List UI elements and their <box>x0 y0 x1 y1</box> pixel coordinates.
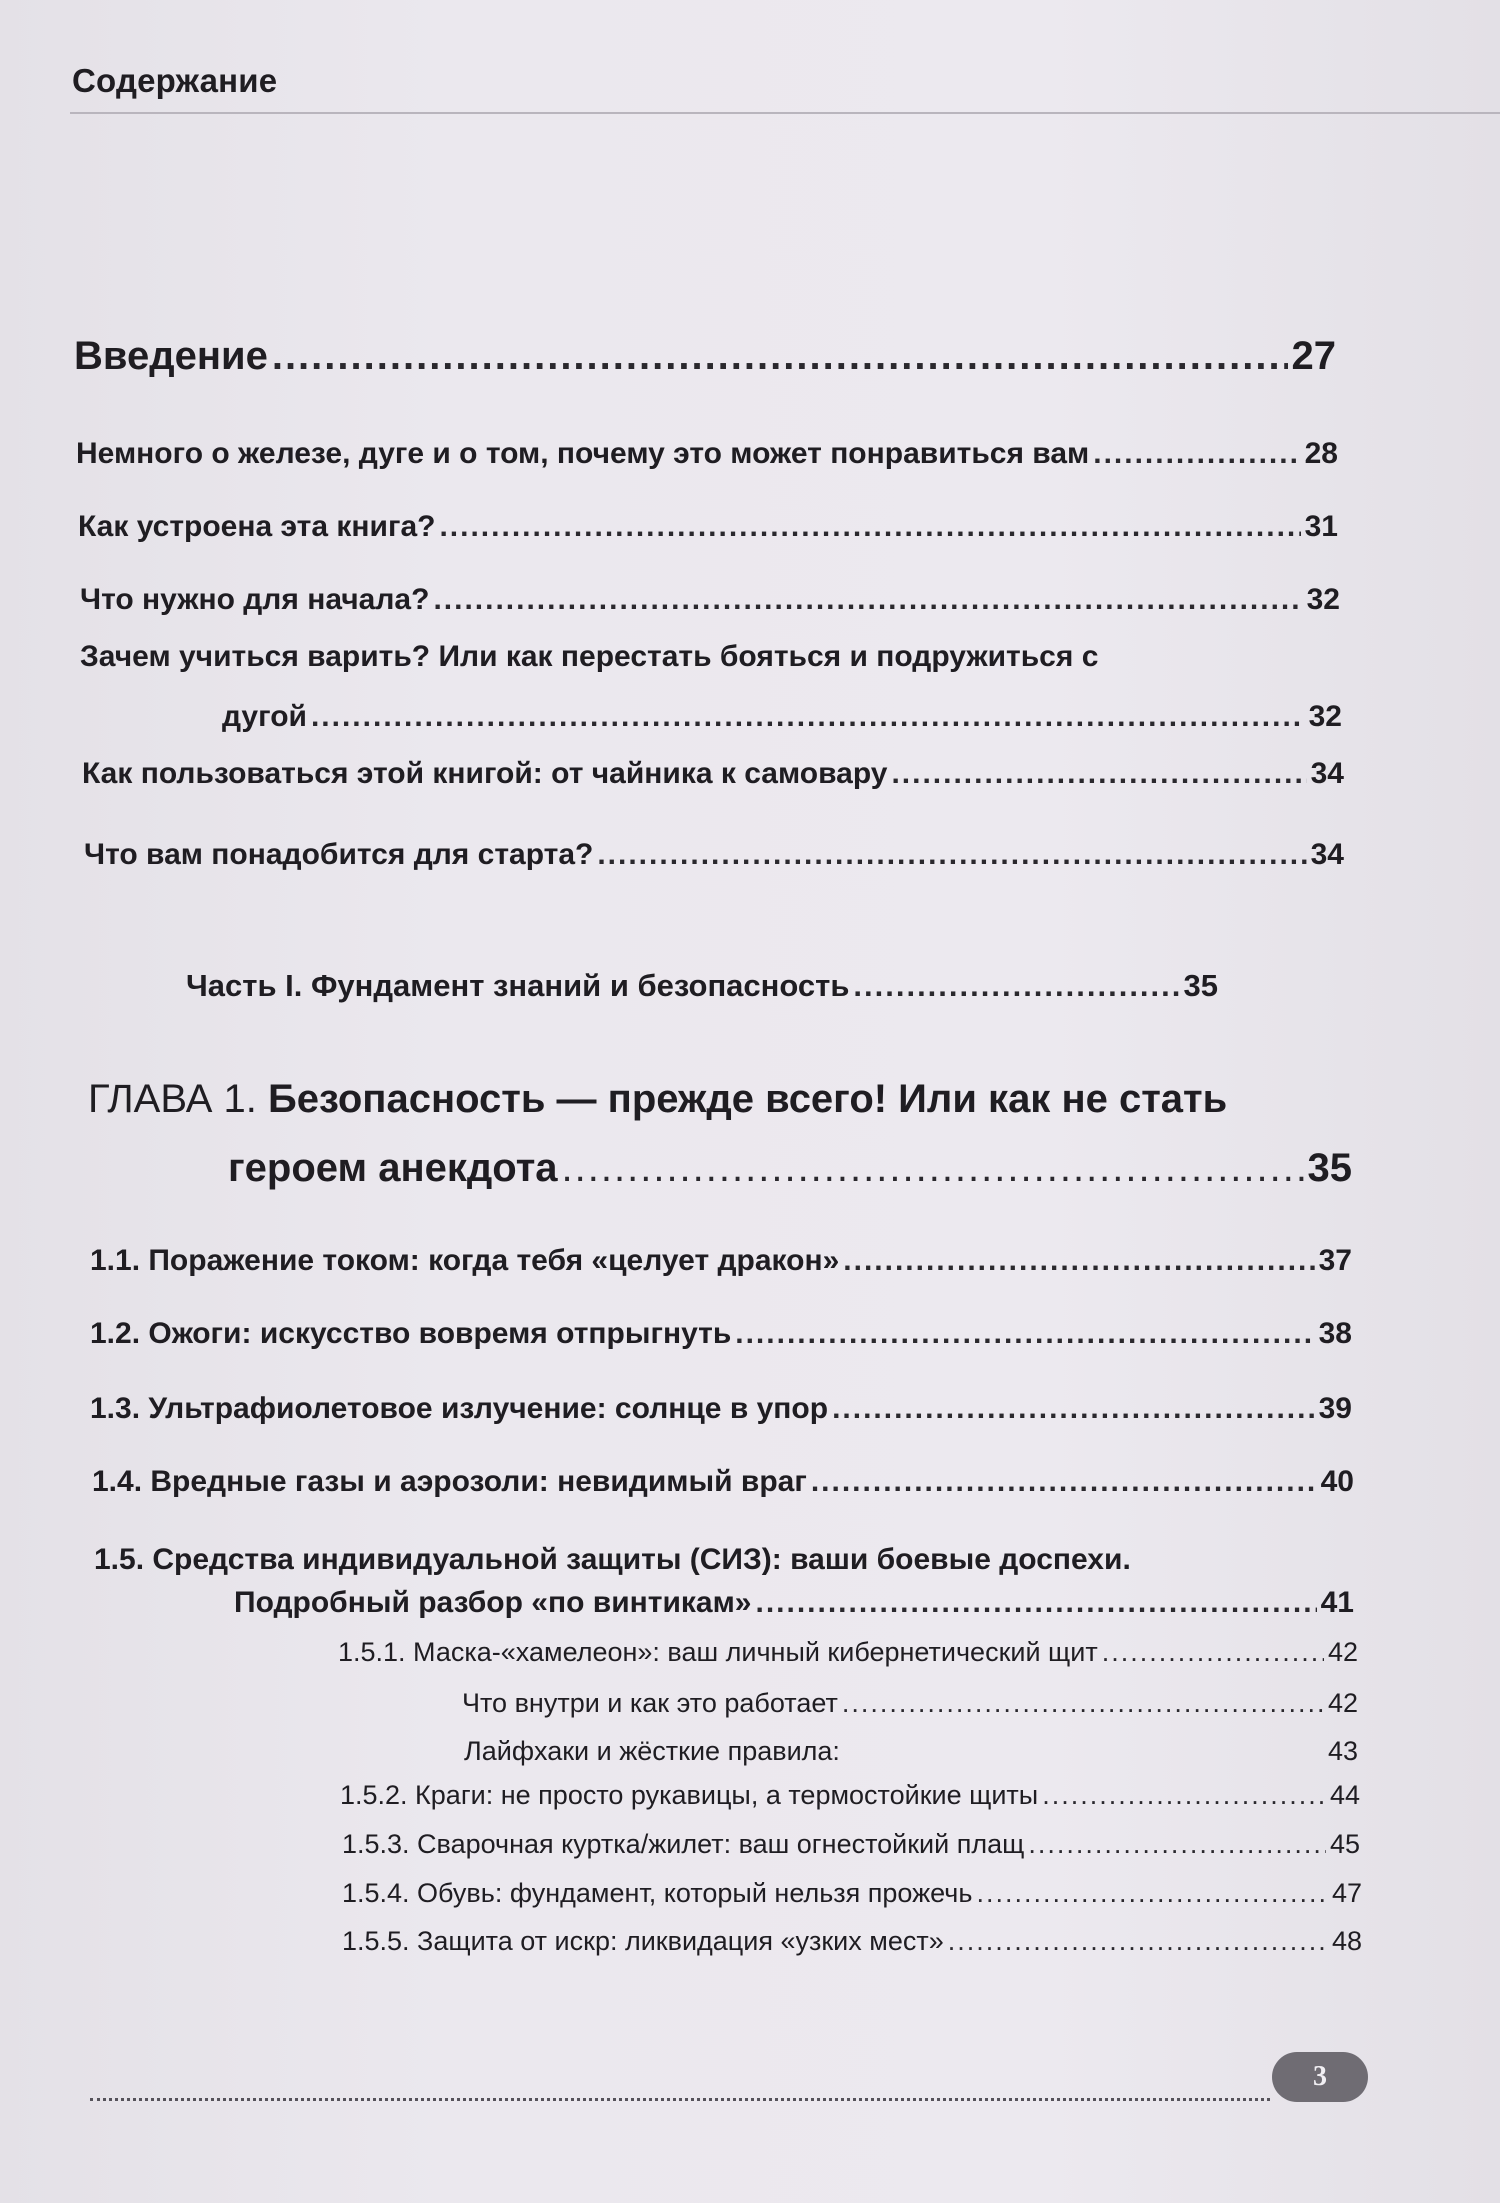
leader-dots <box>433 583 1302 617</box>
toc-entry-chapter-continuation[interactable] <box>228 1146 1352 1191</box>
leader-dots <box>562 1146 1304 1191</box>
toc-entry-label: 1.5.1. Маска-«хамелеон»: ваш личный кибернетический щит <box>338 1637 1098 1667</box>
header-divider <box>70 112 1500 114</box>
toc-entry-section[interactable] <box>90 1392 1352 1426</box>
leader-dots <box>1093 437 1300 471</box>
toc-entry-label: 1.4. Вредные газы и аэрозоли: невидимый враг <box>92 1465 807 1498</box>
toc-entry-label: Что нужно для начала? <box>80 583 430 616</box>
leader-dots <box>832 1392 1315 1426</box>
running-header-title: Содержание <box>72 62 278 99</box>
toc-page-number: 35 <box>1307 1146 1352 1190</box>
toc-entry-section-first-line[interactable]: 1.5. Средства индивидуальной защиты (СИЗ): ваши боевые доспехи. <box>94 1543 1131 1576</box>
leader-dots <box>1028 1829 1326 1860</box>
page-number-badge: 3 <box>1272 2052 1368 2102</box>
toc-page-number: 42 <box>1327 1637 1358 1667</box>
toc-page-number: 28 <box>1304 437 1338 470</box>
toc-page-number: 34 <box>1310 757 1344 790</box>
leader-dots <box>597 838 1306 872</box>
toc-page-number: 38 <box>1318 1317 1352 1350</box>
toc-page-number: 32 <box>1306 583 1340 616</box>
toc-page-number: 41 <box>1320 1586 1354 1619</box>
toc-entry-label: Часть I. Фундамент знаний и безопасность <box>186 968 850 1003</box>
toc-entry-label: героем анекдота <box>228 1146 558 1190</box>
toc-page-number: 39 <box>1318 1392 1352 1425</box>
toc-entry-label: 1.5.2. Краги: не просто рукавицы, а термостойкие щиты <box>340 1780 1039 1810</box>
toc-page-number: 44 <box>1329 1780 1360 1810</box>
toc-entry-label: Подробный разбор «по винтикам» <box>234 1586 752 1619</box>
toc-entry-subsection[interactable] <box>342 1926 1362 1957</box>
toc-entry-subsection[interactable] <box>342 1829 1360 1860</box>
toc-entry-label: Введение <box>74 334 268 378</box>
toc-entry-continuation[interactable] <box>222 700 1342 734</box>
toc-entry-label: 1.5.5. Защита от искр: ликвидация «узких мест» <box>342 1926 944 1956</box>
leader-dots <box>755 1586 1316 1620</box>
chapter-title: Безопасность — прежде всего! Или как не стать <box>267 1077 1228 1121</box>
toc-entry-intro[interactable] <box>74 334 1336 379</box>
toc-entry-section[interactable] <box>92 1465 1354 1499</box>
toc-page-number: 40 <box>1320 1465 1354 1498</box>
toc-entry[interactable] <box>76 437 1338 471</box>
toc-page-number: 43 <box>1327 1736 1358 1766</box>
toc-entry-label: 1.1. Поражение током: когда тебя «целует дракон» <box>90 1244 840 1277</box>
leader-dots <box>1102 1637 1324 1668</box>
toc-entry-label: Как пользоваться этой книгой: от чайника к самовару <box>82 757 888 790</box>
leader-dots <box>842 1688 1324 1719</box>
toc-entry-label: Что внутри и как это работает <box>462 1688 838 1718</box>
toc-entry-label: 1.5.3. Сварочная куртка/жилет: ваш огнестойкий плащ <box>342 1829 1025 1859</box>
leader-dots <box>976 1878 1328 1909</box>
toc-page-number: 42 <box>1327 1688 1358 1718</box>
leader-dots <box>811 1465 1317 1499</box>
toc-page-number: 45 <box>1329 1829 1360 1859</box>
toc-entry-subsection[interactable] <box>338 1637 1358 1668</box>
leader-dots <box>439 510 1300 544</box>
toc-entry-section[interactable] <box>90 1244 1352 1278</box>
toc-entry-label: Немного о железе, дуге и о том, почему это может понравиться вам <box>76 437 1090 470</box>
toc-page-number: 34 <box>1310 838 1344 871</box>
toc-entry[interactable] <box>84 838 1344 872</box>
toc-entry-label: Лайфхаки и жёсткие правила: <box>464 1736 840 1766</box>
toc-page-number: 27 <box>1291 334 1336 378</box>
toc-entry[interactable] <box>82 757 1344 791</box>
chapter-prefix: ГЛАВА 1. <box>88 1077 257 1121</box>
toc-entry-section-continuation[interactable] <box>234 1586 1354 1620</box>
toc-entry-first-line[interactable]: Зачем учиться варить? Или как перестать бояться и подружиться с <box>80 640 1099 673</box>
toc-entry-chapter-first-line[interactable] <box>88 1077 1227 1122</box>
toc-entry-label: 1.3. Ультрафиолетовое излучение: солнце в упор <box>90 1392 829 1425</box>
leader-dots <box>1042 1780 1326 1811</box>
toc-entry-part[interactable] <box>186 968 1218 1004</box>
toc-entry-label: Как устроена эта книга? <box>78 510 436 543</box>
toc-page-number: 47 <box>1331 1878 1362 1908</box>
footer-dotted-rule <box>90 2098 1270 2101</box>
leader-dots <box>843 1244 1314 1278</box>
toc-entry-label: 1.2. Ожоги: искусство вовремя отпрыгнуть <box>90 1317 732 1350</box>
toc-entry-subsection[interactable] <box>340 1780 1360 1811</box>
toc-entry-subsection[interactable] <box>462 1688 1358 1719</box>
toc-entry-label: 1.5.4. Обувь: фундамент, который нельзя прожечь <box>342 1878 973 1908</box>
toc-entry-label: дугой <box>222 700 307 733</box>
leader-dots <box>853 968 1179 1004</box>
toc-page-number: 32 <box>1308 700 1342 733</box>
leader-dots <box>948 1926 1328 1957</box>
toc-entry[interactable] <box>78 510 1338 544</box>
leader-dots <box>311 700 1305 734</box>
toc-page-number: 31 <box>1304 510 1338 543</box>
toc-page-number: 35 <box>1183 968 1218 1003</box>
toc-page-number: 48 <box>1331 1926 1362 1956</box>
toc-entry-label: Что вам понадобится для старта? <box>84 838 594 871</box>
leader-dots <box>272 334 1288 379</box>
leader-dots <box>891 757 1306 791</box>
toc-entry-subsection[interactable] <box>464 1736 1358 1767</box>
toc-entry[interactable] <box>80 583 1340 617</box>
toc-entry-subsection[interactable] <box>342 1878 1362 1909</box>
toc-page-number: 37 <box>1318 1244 1352 1277</box>
leader-dots <box>735 1317 1314 1351</box>
toc-entry-section[interactable] <box>90 1317 1352 1351</box>
